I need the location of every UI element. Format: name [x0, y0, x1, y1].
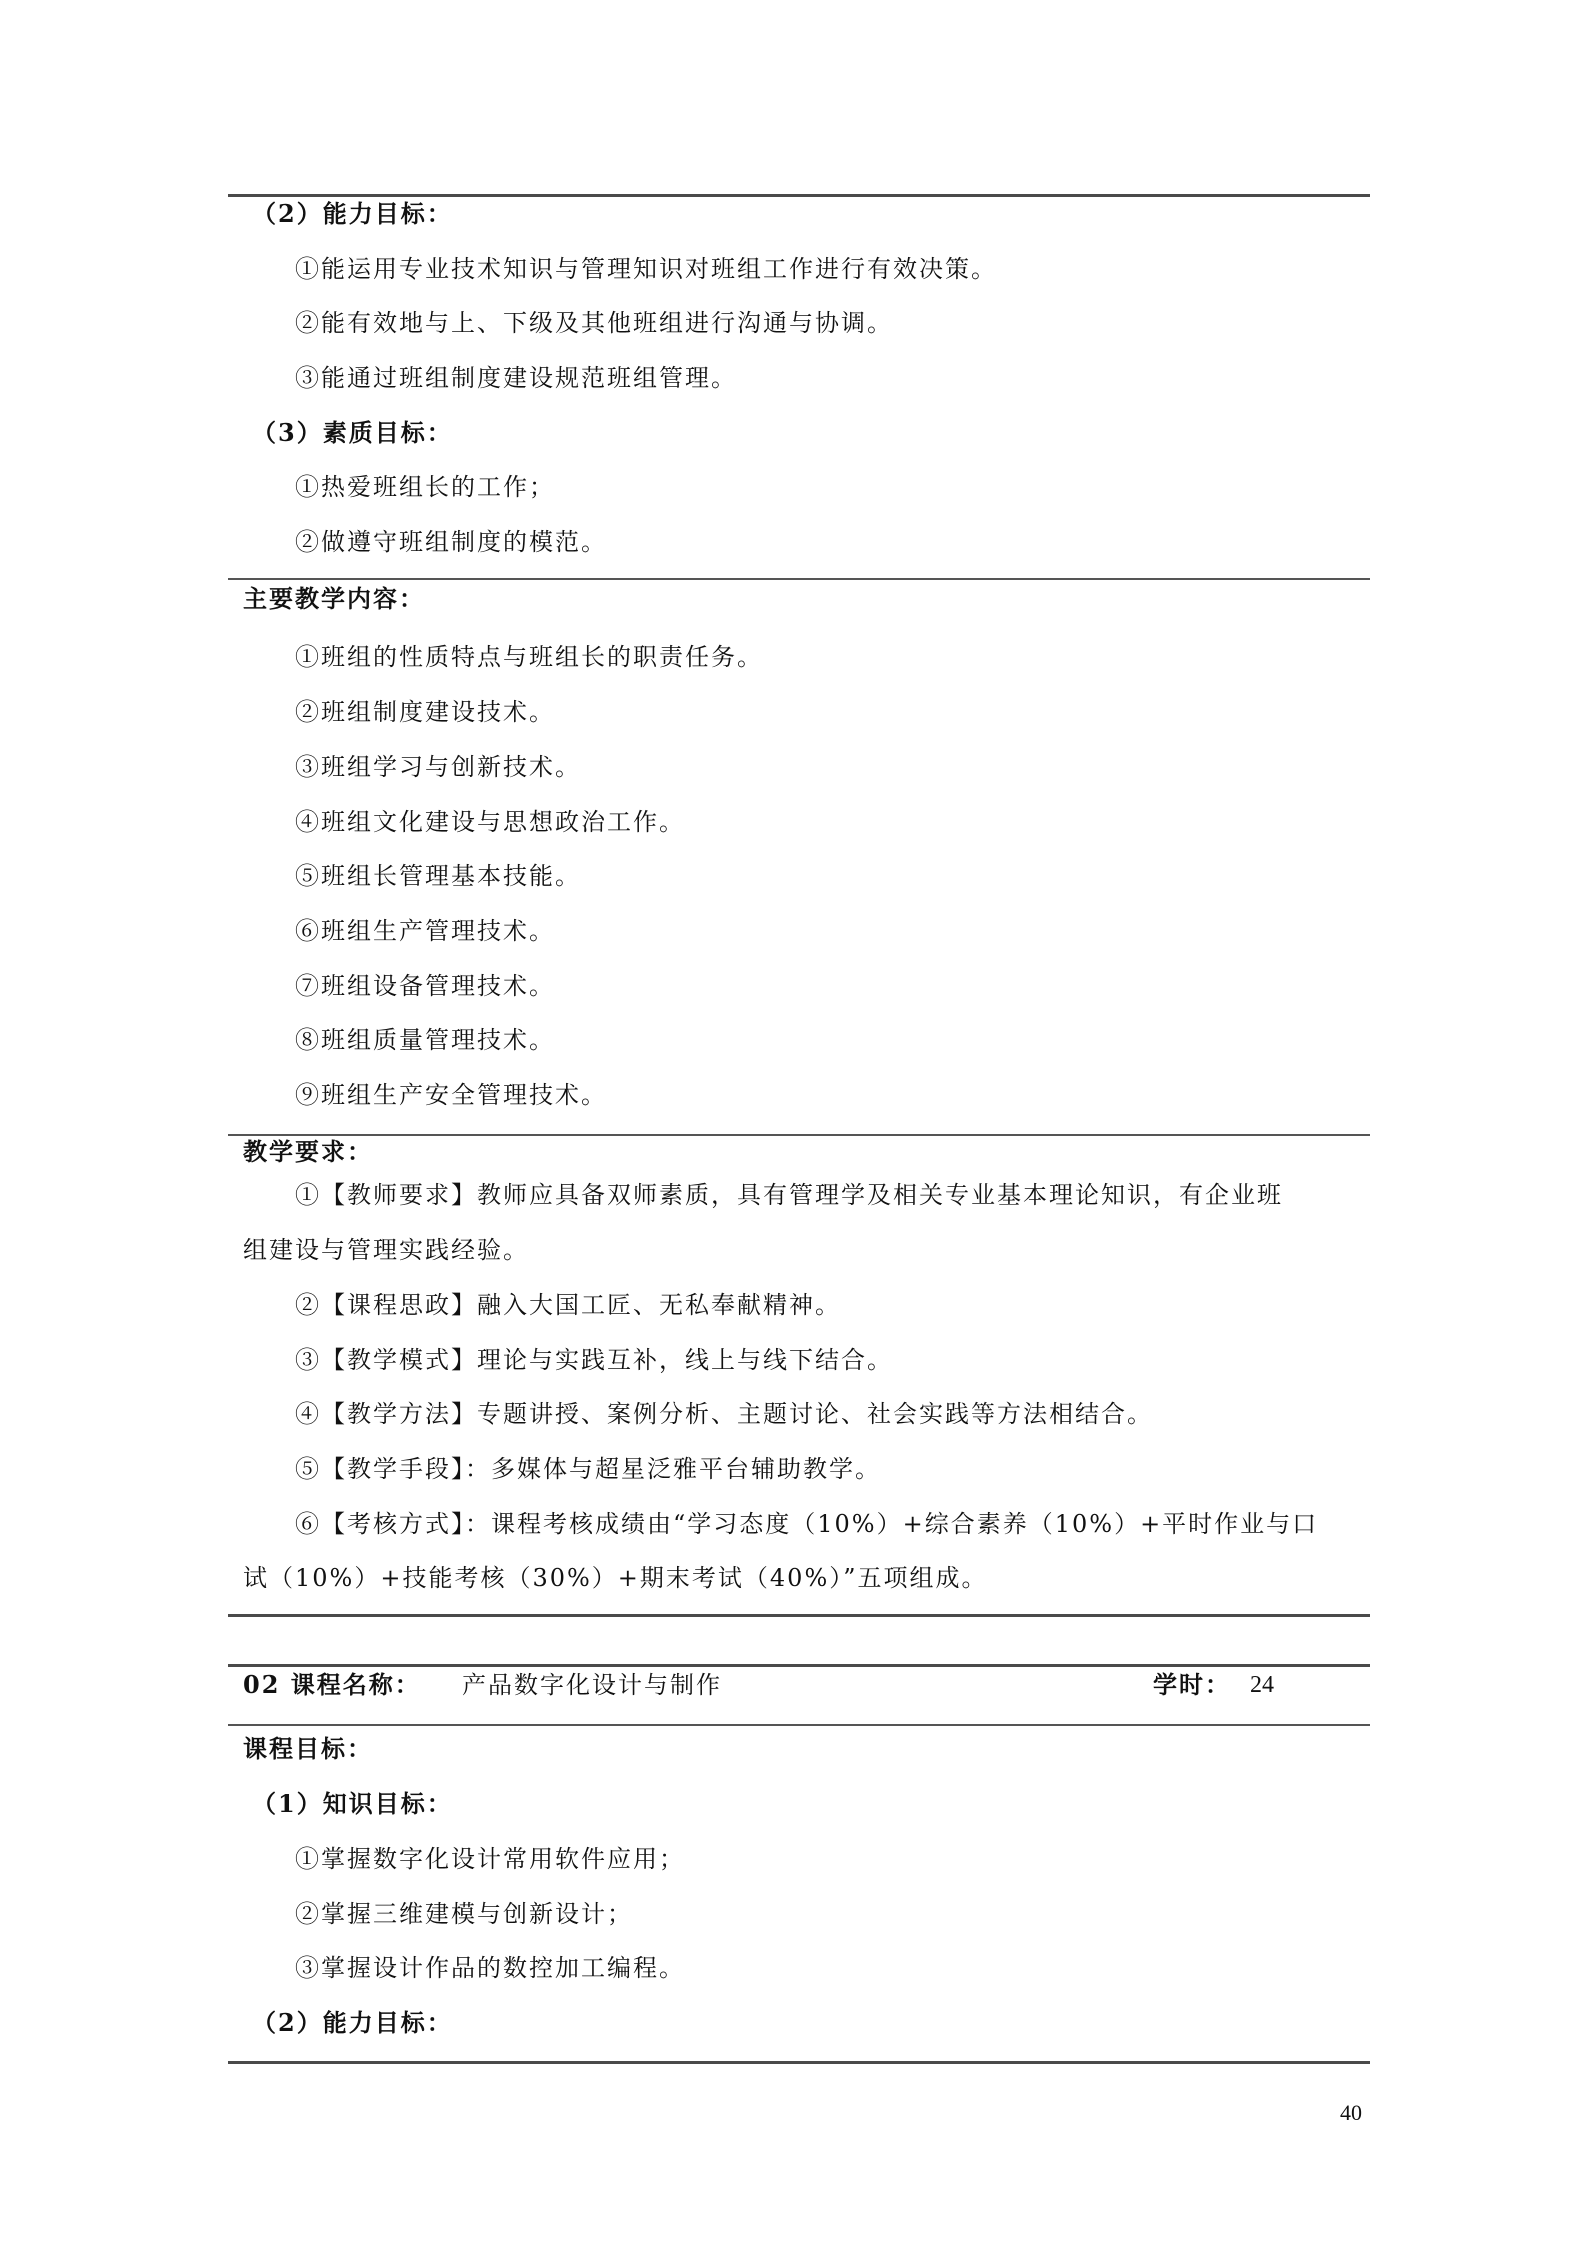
divider-main-content: [228, 578, 1370, 580]
content-item-3: ③班组学习与创新技术。: [295, 753, 581, 781]
course2-top-rule: [228, 1664, 1370, 1667]
divider-teaching-requirements: [228, 1134, 1370, 1136]
bottom-rule: [228, 2061, 1370, 2064]
content-item-6: ⑥班组生产管理技术。: [295, 917, 555, 945]
requirement-6-line-2: 试（10%）+技能考核（30%）+期末考试（40%）”五项组成。: [243, 1564, 988, 1592]
course2-ability-heading: （2）能力目标：: [252, 2008, 453, 2037]
course2-knowledge-heading: （1）知识目标：: [252, 1789, 453, 1818]
top-rule: [228, 194, 1370, 197]
course2-objectives-heading: 课程目标：: [243, 1734, 373, 1763]
ability-item-3: ③能通过班组制度建设规范班组管理。: [295, 364, 737, 392]
content-item-5: ⑤班组长管理基本技能。: [295, 862, 581, 890]
requirement-1-line-1: ①【教师要求】教师应具备双师素质，具有管理学及相关专业基本理论知识，有企业班: [295, 1181, 1283, 1209]
ability-item-2: ②能有效地与上、下级及其他班组进行沟通与协调。: [295, 309, 893, 337]
quality-item-1: ①热爱班组长的工作；: [295, 473, 555, 501]
content-item-2: ②班组制度建设技术。: [295, 698, 555, 726]
main-content-heading: 主要教学内容：: [243, 584, 425, 613]
course2-name-label: 02 课程名称：: [243, 1670, 421, 1699]
ability-objectives-heading: （2）能力目标：: [252, 199, 453, 228]
content-item-9: ⑨班组生产安全管理技术。: [295, 1081, 607, 1109]
course2-knowledge-item-3: ③掌握设计作品的数控加工编程。: [295, 1954, 685, 1982]
course2-hours: 24: [1250, 1672, 1274, 1698]
requirement-3: ③【教学模式】理论与实践互补，线上与线下结合。: [295, 1346, 893, 1374]
course2-header-divider: [228, 1724, 1370, 1726]
requirement-5: ⑤【教学手段】：多媒体与超星泛雅平台辅助教学。: [295, 1455, 881, 1483]
course2-knowledge-item-1: ①掌握数字化设计常用软件应用；: [295, 1845, 685, 1873]
quality-objectives-heading: （3）素质目标：: [252, 418, 453, 447]
course2-name: 产品数字化设计与制作: [462, 1671, 722, 1699]
quality-item-2: ②做遵守班组制度的模范。: [295, 528, 607, 556]
content-item-7: ⑦班组设备管理技术。: [295, 972, 555, 1000]
page-number: 40: [1340, 2100, 1362, 2125]
course2-hours-label: 学时：: [1153, 1670, 1231, 1699]
ability-item-1: ①能运用专业技术知识与管理知识对班组工作进行有效决策。: [295, 255, 997, 283]
teaching-requirements-heading: 教学要求：: [243, 1137, 373, 1166]
content-item-1: ①班组的性质特点与班组长的职责任务。: [295, 643, 763, 671]
requirement-6-line-1: ⑥【考核方式】：课程考核成绩由“学习态度（10%）+综合素养（10%）+平时作业与口: [295, 1510, 1319, 1538]
section-end-rule: [228, 1614, 1370, 1617]
course2-knowledge-item-2: ②掌握三维建模与创新设计；: [295, 1900, 633, 1928]
content-item-4: ④班组文化建设与思想政治工作。: [295, 808, 685, 836]
requirement-1-line-2: 组建设与管理实践经验。: [243, 1236, 529, 1264]
requirement-2: ②【课程思政】融入大国工匠、无私奉献精神。: [295, 1291, 841, 1319]
content-item-8: ⑧班组质量管理技术。: [295, 1026, 555, 1054]
requirement-4: ④【教学方法】专题讲授、案例分析、主题讨论、社会实践等方法相结合。: [295, 1400, 1153, 1428]
